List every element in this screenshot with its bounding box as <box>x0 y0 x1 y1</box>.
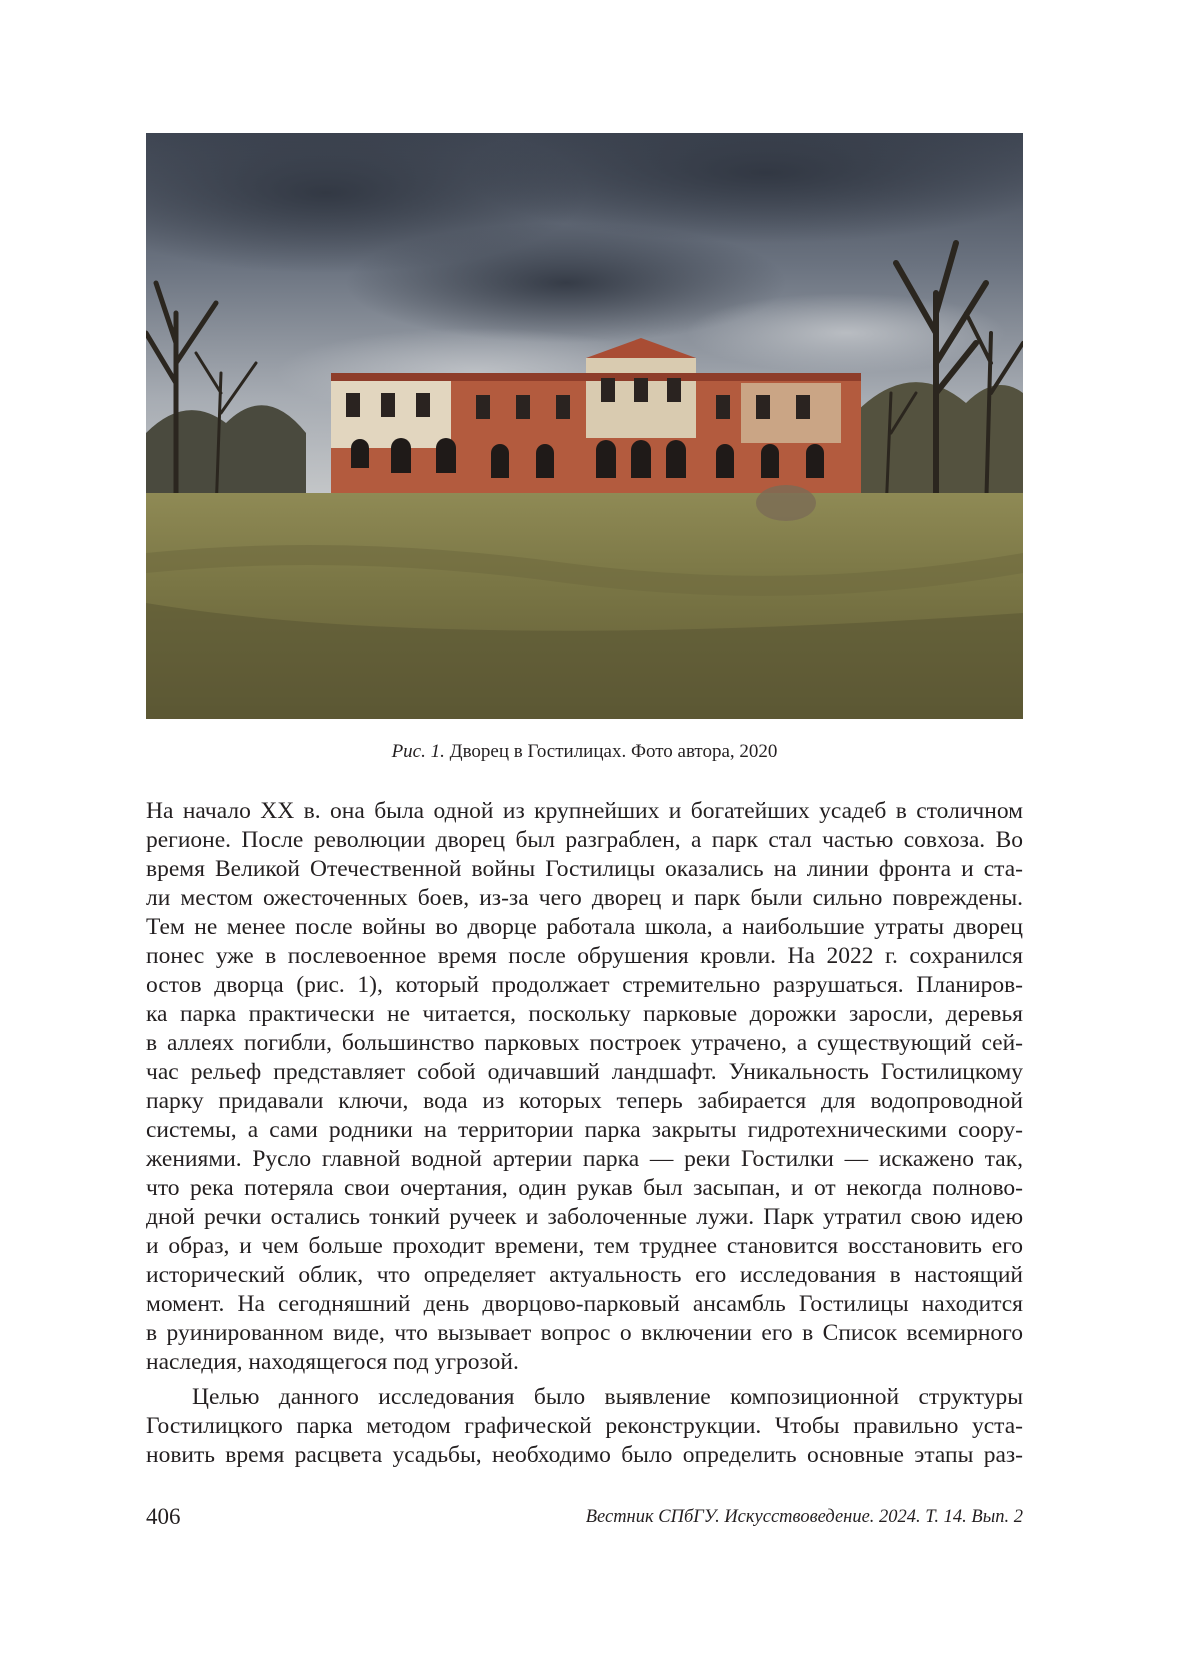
text-line: На начало XX в. она была одной из крупнейших и богатейших усадеб в столичном <box>146 798 1023 824</box>
page-number: 406 <box>146 1504 181 1529</box>
figure-caption-text: Дворец в Гостилицах. Фото автора, 2020 <box>444 741 778 762</box>
text-line: в аллеях погибли, большинство парковых построек утрачено, а существующий сей- <box>146 1030 1023 1056</box>
text-line: Тем не менее после войны во дворце работала школа, а наибольшие утраты дворец <box>146 914 1023 940</box>
text-line: системы, а сами родники на территории парка закрыты гидротехническими соору- <box>146 1117 1023 1143</box>
text-line: понес уже в послевоенное время после обрушения кровли. На 2022 г. сохранился <box>146 943 1023 969</box>
text-line: что река потеряла свои очертания, один рукав был засыпан, и от некогда полново- <box>146 1175 1023 1201</box>
text-line: наследия, находящегося под угрозой. <box>146 1349 519 1375</box>
text-line: час рельеф представляет собой одичавший ландшафт. Уникальность Гостилицкому <box>146 1059 1023 1085</box>
page-footer <box>146 1502 1023 1532</box>
figure-caption <box>146 740 1023 764</box>
paragraph-2 <box>146 1383 1023 1470</box>
text-line: ка парка практически не читается, поскольку парковые дорожки заросли, деревья <box>146 1001 1023 1027</box>
text-line: жениями. Русло главной водной артерии парка — реки Гостилки — искажено так, <box>146 1146 1023 1172</box>
text-line: ли местом ожесточенных боев, из-за чего дворец и парк были сильно повреждены. <box>146 885 1023 911</box>
text-line: парку придавали ключи, вода из которых теперь забирается для водопроводной <box>146 1088 1023 1114</box>
text-line: Гостилицкого парка методом графической реконструкции. Чтобы правильно уста- <box>146 1413 1023 1439</box>
text-line: время Великой Отечественной войны Гостилицы оказались на линии фронта и ста- <box>146 856 1023 882</box>
palace-photo <box>146 133 1023 719</box>
paragraph-1 <box>146 797 1023 1377</box>
text-line: исторический облик, что определяет актуальность его исследования в настоящий <box>146 1262 1023 1288</box>
article-body <box>146 797 1023 1470</box>
text-line: в руинированном виде, что вызывает вопрос о включении его в Список всемирного <box>146 1320 1023 1346</box>
journal-running-title: Вестник СПбГУ. Искусствоведение. 2024. Т. 14. Вып. 2 <box>585 1507 1023 1527</box>
text-line: момент. На сегодняшний день дворцово-парковый ансамбль Гостилицы находится <box>146 1291 1023 1317</box>
text-line: и образ, и чем больше проходит времени, тем труднее становится восстановить его <box>146 1233 1023 1259</box>
text-line: остов дворца (рис. 1), который продолжает стремительно разрушаться. Планиров- <box>146 972 1023 998</box>
text-line: регионе. После революции дворец был разграблен, а парк стал частью совхоза. Во <box>146 827 1023 853</box>
text-line: дной речки остались тонкий ручеек и заболоченные лужи. Парк утратил свою идею <box>146 1204 1023 1230</box>
palace-ruins-image <box>146 133 1023 719</box>
text-line: новить время расцвета усадьбы, необходимо было определить основные этапы раз- <box>146 1442 1023 1468</box>
text-line: Целью данного исследования было выявление композиционной структуры <box>192 1384 1023 1410</box>
figure-label: Рис. 1. <box>391 741 445 762</box>
